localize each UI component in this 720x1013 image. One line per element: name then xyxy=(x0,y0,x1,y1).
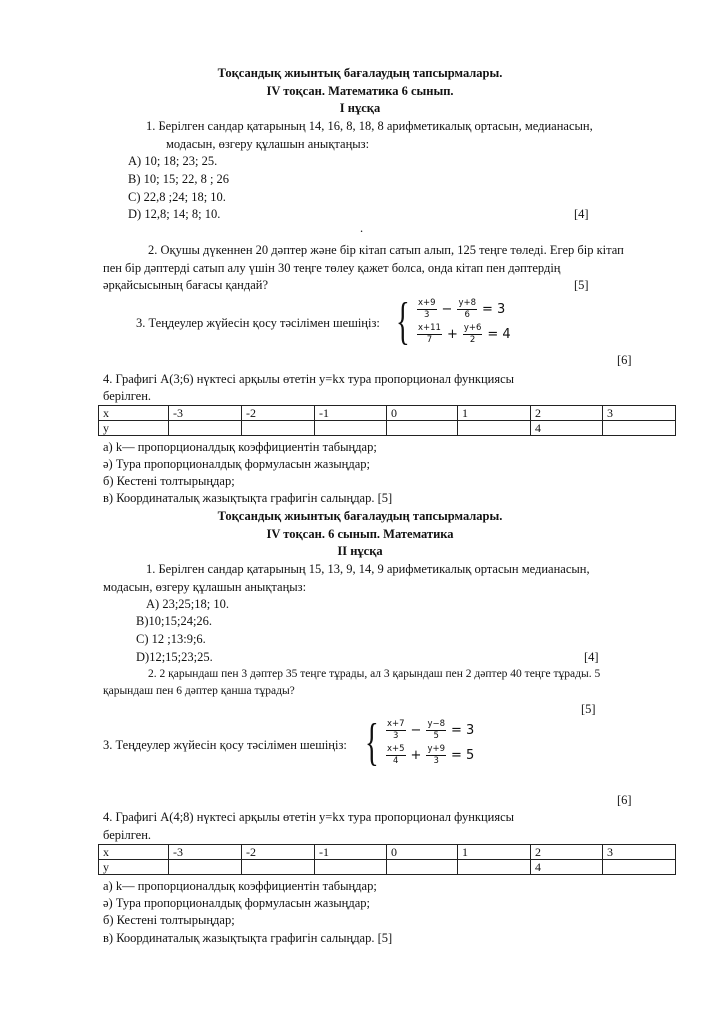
v2-task4-line1: 4. Графигі A(4;8) нүктесі арқылы өтетін y=kx тура пропорционал функциясы xyxy=(103,810,515,824)
v2-cell-y2 xyxy=(242,860,315,875)
v1-value-table xyxy=(98,405,676,436)
v2-cell-x1: -3 xyxy=(169,845,242,860)
v1-cell-x5: 1 xyxy=(458,406,531,421)
v1-equation-2: $\frac{x+11}{7}$ + $\frac{y+6}{2}$ = 4 xyxy=(417,323,511,345)
v1-cell-x-header: x xyxy=(99,406,169,421)
v2-task2-score: [5] xyxy=(581,702,596,716)
v1-cell-y7 xyxy=(603,421,676,436)
v1-cell-y5 xyxy=(458,421,531,436)
v2-cell-y5 xyxy=(458,860,531,875)
v1-cell-x7: 3 xyxy=(603,406,676,421)
v2-subtitle: IV тоқсан. 6 сынып. Математика xyxy=(266,527,454,541)
v1-task2-line3: әрқайсысының бағасы қандай? xyxy=(103,278,269,292)
v2-cell-y1 xyxy=(169,860,242,875)
v1-task4-sub-ae: ә) Тура пропорционалдық формуласын жазыңдар; xyxy=(103,457,370,471)
table-row xyxy=(99,421,676,436)
v2-task1-option-a: A) 23;25;18; 10. xyxy=(146,597,229,611)
v1-task1-line2: модасын, өзгеру құлашын анықтаңыз: xyxy=(166,137,370,151)
v2-task4-sub-a: а) k— пропорционалдық коэффициентін табыңдар; xyxy=(103,879,377,893)
v1-cell-y2 xyxy=(242,421,315,436)
v1-task1-option-d: D) 12,8; 14; 8; 10. xyxy=(128,207,221,221)
v1-cell-x6: 2 xyxy=(531,406,603,421)
v2-task4-sub-v: в) Координаталық жазықтықта графигін салыңдар. [5] xyxy=(103,931,393,945)
v1-brace: { xyxy=(396,293,410,350)
v1-task1-option-c: C) 22,8 ;24; 18; 10. xyxy=(128,190,226,204)
v1-cell-y4 xyxy=(387,421,458,436)
v2-task2-line1: 2. 2 қарындаш пен 3 дәптер 35 теңге тұрады, ал 3 қарындаш пен 2 дәптер 40 теңге тұрады. 5 xyxy=(148,668,601,680)
v1-task1-line1: 1. Берілген сандар қатарының 14, 16, 8, 18, 8 арифметикалық ортасын, медианасын, xyxy=(146,119,593,133)
v1-task4-line1: 4. Графигі A(3;6) нүктесі арқылы өтетін y=kx тура пропорционал функциясы xyxy=(103,372,515,386)
v2-cell-x6: 2 xyxy=(531,845,603,860)
v2-task1-option-d: D)12;15;23;25. xyxy=(136,650,213,664)
v1-task3-score: [6] xyxy=(617,353,632,367)
table-row xyxy=(99,845,676,860)
table-row xyxy=(99,860,676,875)
v1-variant-label: I нұсқа xyxy=(339,101,381,115)
v1-task1-option-a: A) 10; 18; 23; 25. xyxy=(128,154,218,168)
v1-task3-text: 3. Теңдеулер жүйесін қосу тәсілімен шешіңіз: xyxy=(136,316,380,330)
v2-task1-score: [4] xyxy=(584,650,599,664)
v2-equation-system xyxy=(365,714,477,771)
v2-task4-sub-ae: ә) Тура пропорционалдық формуласын жазыңдар; xyxy=(103,896,370,910)
v2-task3-text: 3. Теңдеулер жүйесін қосу тәсілімен шешіңіз: xyxy=(103,738,347,752)
v1-cell-x1: -3 xyxy=(169,406,242,421)
v2-task1-line2: модасын, өзгеру құлашын анықтаңыз: xyxy=(103,580,307,594)
v1-task4-line2: берілген. xyxy=(103,389,152,403)
v2-cell-y7 xyxy=(603,860,676,875)
v2-task4-sub-b: б) Кестені толтырыңдар; xyxy=(103,913,235,927)
v2-cell-x3: -1 xyxy=(315,845,387,860)
v1-task1-score: [4] xyxy=(574,207,589,221)
v2-cell-y4 xyxy=(387,860,458,875)
v1-cell-y-header: y xyxy=(99,421,169,436)
v2-task1-option-b: B)10;15;24;26. xyxy=(136,614,213,628)
v2-task4-line2: берілген. xyxy=(103,828,152,842)
v2-title: Тоқсандық жиынтық бағалаудың тапсырмалары. xyxy=(217,509,503,523)
v2-cell-x-header: x xyxy=(99,845,169,860)
v1-cell-y3 xyxy=(315,421,387,436)
v2-cell-x4: 0 xyxy=(387,845,458,860)
v2-cell-x7: 3 xyxy=(603,845,676,860)
v1-task4-sub-v: в) Координаталық жазықтықта графигін салыңдар. [5] xyxy=(103,491,393,505)
v1-dot: . xyxy=(360,221,364,235)
v1-task2-score: [5] xyxy=(574,278,589,292)
v1-task2-line1: 2. Оқушы дүкеннен 20 дәптер және бір кітап сатып алып, 125 теңге төледі. Егер бір кітап xyxy=(148,243,624,257)
v2-task1-line1: 1. Берілген сандар қатарының 15, 13, 9, 14, 9 арифметикалық ортасын медианасын, xyxy=(146,562,590,576)
v2-value-table xyxy=(98,844,676,875)
table-row xyxy=(99,406,676,421)
v1-subtitle: IV тоқсан. Математика 6 сынып. xyxy=(266,84,454,98)
v1-task2-line2: пен бір дәптерді сатып алу үшін 30 теңге төлеу қажет болса, онда кітап пен дәптердің xyxy=(103,261,561,275)
v2-cell-y6: 4 xyxy=(531,860,603,875)
v2-brace: { xyxy=(365,714,379,771)
v1-equation-1: $\frac{x+9}{3}$ − $\frac{y+8}{6}$ = 3 xyxy=(417,298,506,321)
v2-task3-score: [6] xyxy=(617,793,632,807)
v2-cell-y3 xyxy=(315,860,387,875)
v1-cell-y1 xyxy=(169,421,242,436)
v1-task1-option-b: B) 10; 15; 22, 8 ; 26 xyxy=(128,172,230,186)
v2-task1-option-c: C) 12 ;13:9;6. xyxy=(136,632,206,646)
v1-title: Тоқсандық жиынтық бағалаудың тапсырмалары. xyxy=(217,66,503,80)
v2-variant-label: II нұсқа xyxy=(337,544,383,558)
v2-cell-x5: 1 xyxy=(458,845,531,860)
v1-equation-system xyxy=(396,293,514,350)
v1-cell-x3: -1 xyxy=(315,406,387,421)
v1-cell-x4: 0 xyxy=(387,406,458,421)
v1-cell-y6: 4 xyxy=(531,421,603,436)
v2-equation-2: $\frac{x+5}{4}$ + $\frac{y+9}{3}$ = 5 xyxy=(386,744,475,766)
v1-cell-x2: -2 xyxy=(242,406,315,421)
v1-task4-sub-a: а) k— пропорционалдық коэффициентін табыңдар; xyxy=(103,440,377,454)
v2-equation-1: $\frac{x+7}{3}$ − $\frac{y-8}{5}$ = 3 xyxy=(386,719,475,742)
v2-cell-x2: -2 xyxy=(242,845,315,860)
v2-task2-line2: қарындаш пен 6 дәптер қанша тұрады? xyxy=(103,685,295,697)
v2-cell-y-header: y xyxy=(99,860,169,875)
v1-task4-sub-b: б) Кестені толтырыңдар; xyxy=(103,474,235,488)
